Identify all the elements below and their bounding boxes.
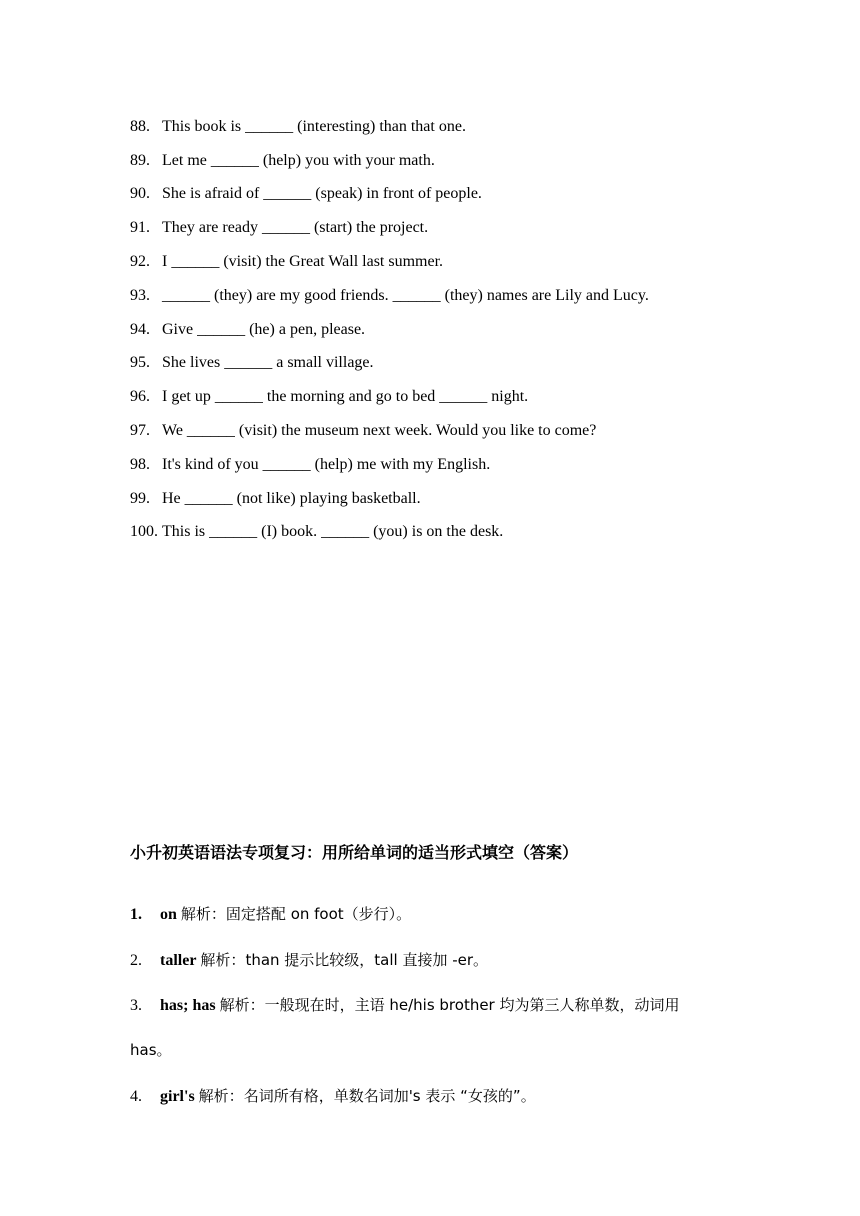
answer-key: on bbox=[160, 906, 177, 923]
answer-section-title: 小升初英语语法专项复习：用所给单词的适当形式填空（答案） bbox=[130, 843, 579, 862]
question-item bbox=[130, 516, 770, 550]
answer-item bbox=[130, 994, 680, 1017]
explanation-label: 解析： bbox=[200, 951, 246, 969]
question-number: 95. bbox=[130, 354, 150, 372]
answer-item bbox=[130, 1085, 536, 1108]
question-item bbox=[130, 178, 770, 212]
answer-item bbox=[130, 949, 488, 972]
question-text: I ______ (visit) the Great Wall last summer. bbox=[162, 253, 444, 271]
explanation-label: 解析： bbox=[219, 996, 265, 1014]
answer-number: 4. bbox=[130, 1088, 142, 1105]
question-item bbox=[130, 414, 770, 448]
answer-continuation bbox=[130, 1039, 172, 1062]
question-number: 90. bbox=[130, 185, 150, 203]
question-text: She is afraid of ______ (speak) in front of people. bbox=[162, 185, 482, 203]
question-item bbox=[130, 110, 770, 144]
answer-key: has; has bbox=[160, 997, 216, 1014]
question-text: We ______ (visit) the museum next week. Would you like to come? bbox=[162, 422, 597, 440]
question-number: 93. bbox=[130, 286, 150, 304]
question-item bbox=[130, 144, 770, 178]
question-text: This book is ______ (interesting) than that one. bbox=[162, 117, 466, 135]
question-number: 96. bbox=[130, 388, 150, 406]
question-item bbox=[130, 347, 770, 381]
answer-explanation-continued: has。 bbox=[130, 1041, 172, 1059]
question-number: 89. bbox=[130, 151, 150, 169]
answer-explanation: 名词所有格，单数名词加's 表示 “女孩的”。 bbox=[243, 1087, 536, 1105]
answer-number: 3. bbox=[130, 997, 142, 1014]
question-number: 91. bbox=[130, 219, 150, 237]
question-text: She lives ______ a small village. bbox=[162, 354, 374, 372]
question-item bbox=[130, 482, 770, 516]
question-number: 97. bbox=[130, 422, 150, 440]
question-number: 98. bbox=[130, 455, 150, 473]
question-number: 94. bbox=[130, 320, 150, 338]
question-text: This is ______ (I) book. ______ (you) is on the desk. bbox=[162, 523, 504, 541]
answer-explanation: 一般现在时，主语 he/his brother 均为第三人称单数，动词用 bbox=[264, 996, 680, 1014]
question-number: 92. bbox=[130, 253, 150, 271]
answer-key: taller bbox=[160, 952, 197, 969]
question-item bbox=[130, 313, 770, 347]
question-number: 88. bbox=[130, 117, 150, 135]
answer-number: 1. bbox=[130, 906, 142, 923]
question-text: It's kind of you ______ (help) me with my English. bbox=[162, 455, 491, 473]
question-text: They are ready ______ (start) the project. bbox=[162, 219, 429, 237]
question-item bbox=[130, 245, 770, 279]
question-list bbox=[130, 110, 770, 549]
question-text: He ______ (not like) playing basketball. bbox=[162, 489, 421, 507]
question-text: I get up ______ the morning and go to bed ______ night. bbox=[162, 388, 529, 406]
question-text: Give ______ (he) a pen, please. bbox=[162, 320, 366, 338]
question-text: Let me ______ (help) you with your math. bbox=[162, 151, 435, 169]
answer-number: 2. bbox=[130, 952, 142, 969]
question-item bbox=[130, 279, 770, 313]
answer-explanation: 固定搭配 on foot（步行）。 bbox=[225, 905, 412, 923]
explanation-label: 解析： bbox=[180, 905, 226, 923]
question-number: 100. bbox=[130, 523, 158, 541]
explanation-label: 解析： bbox=[198, 1087, 244, 1105]
question-item bbox=[130, 448, 770, 482]
answer-item bbox=[130, 903, 411, 926]
question-item bbox=[130, 380, 770, 414]
question-number: 99. bbox=[130, 489, 150, 507]
answer-key: girl's bbox=[160, 1088, 195, 1105]
question-item bbox=[130, 211, 770, 245]
answer-explanation: than 提示比较级，tall 直接加 -er。 bbox=[245, 951, 489, 969]
question-text: ______ (they) are my good friends. ______ (they) names are Lily and Lucy. bbox=[162, 286, 649, 304]
